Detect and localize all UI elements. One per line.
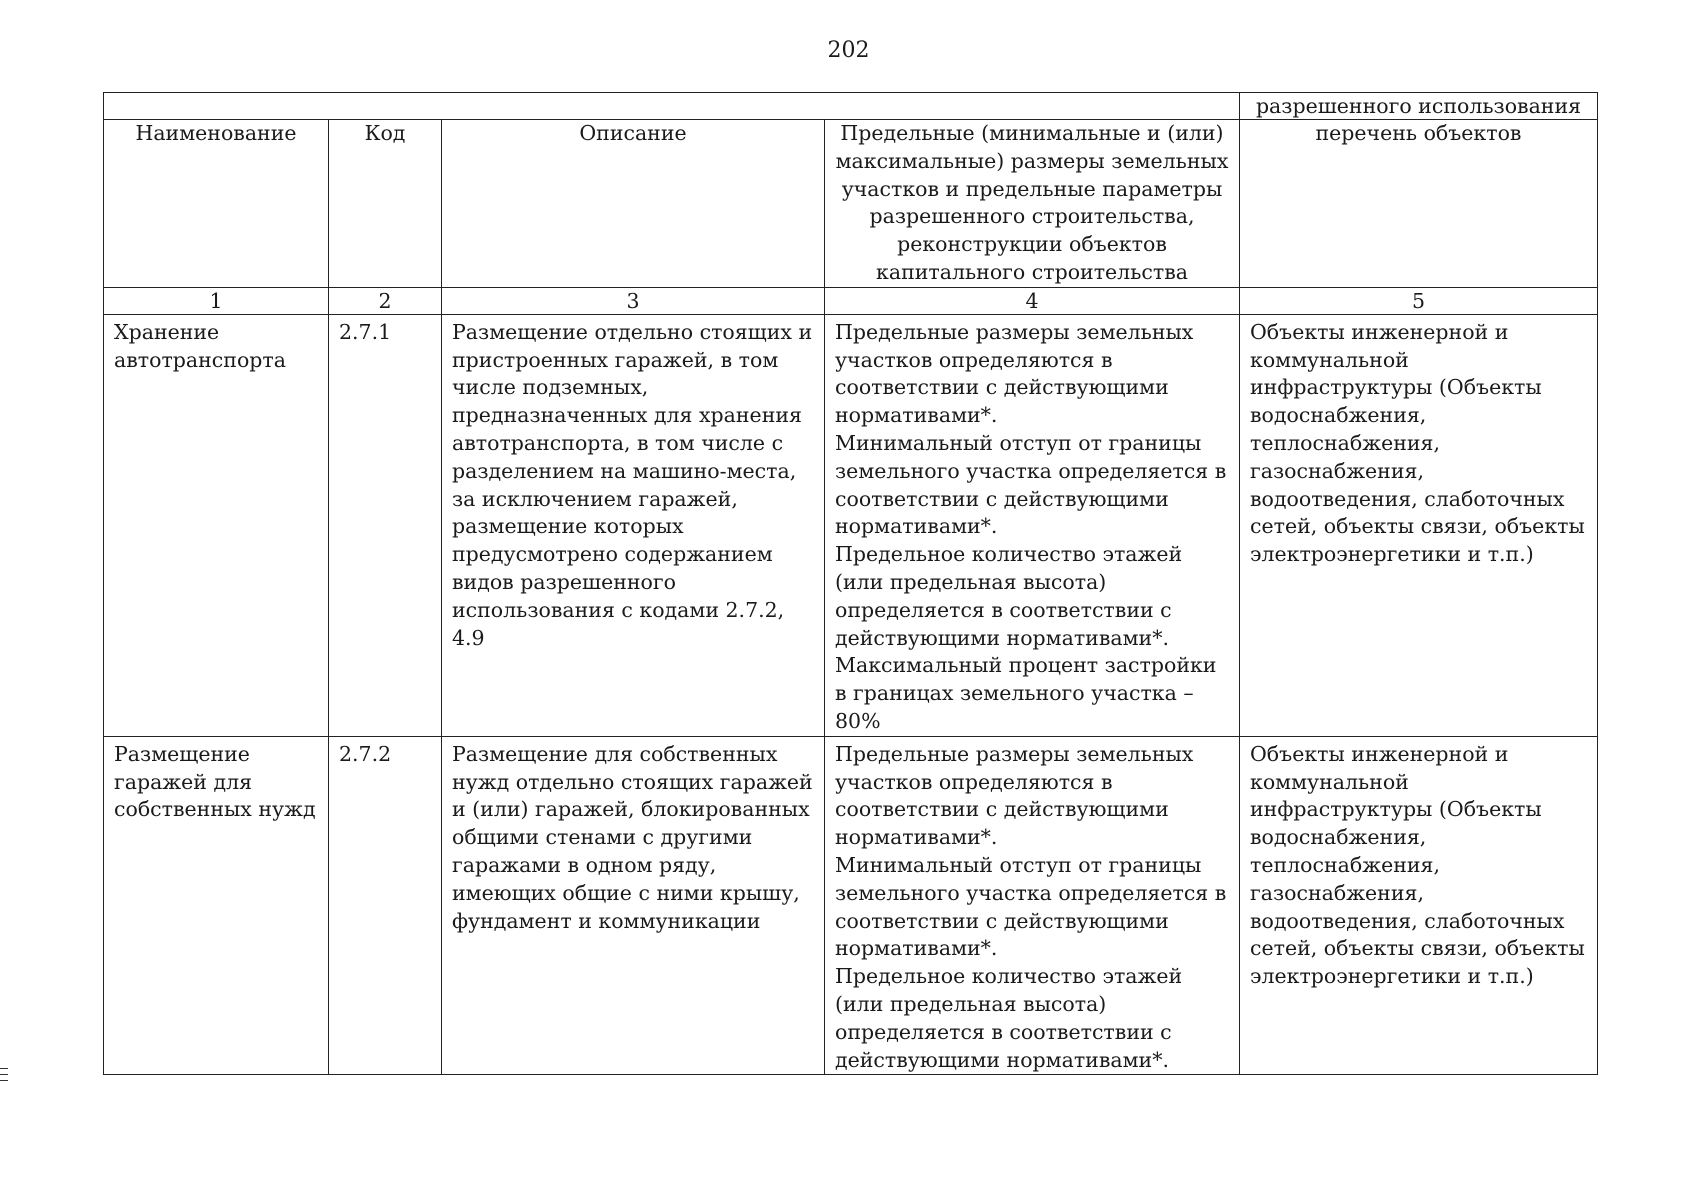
row-code: 2.7.2	[329, 736, 442, 1075]
column-number: 5	[1240, 287, 1598, 314]
header-objects: перечень объектов	[1240, 120, 1598, 288]
land-use-table	[103, 92, 1598, 1075]
table-row	[104, 736, 1598, 1075]
row-code: 2.7.1	[329, 314, 442, 736]
column-number-row	[104, 287, 1598, 314]
row-description: Размещение отдельно стоящих и пристроенных гаражей, в том числе подземных, предназначенных для хранения автотранспорта, в том числе с разделением на машино-места, за исключением гаражей, размещение которых предусмотрено содержанием видов разрешенного использования с кодами 2.7.2, 4.9	[442, 314, 825, 736]
row-name: Размещение гаражей для собственных нужд	[104, 736, 329, 1075]
table-top-header-row	[104, 93, 1598, 120]
column-number: 3	[442, 287, 825, 314]
column-number: 2	[329, 287, 442, 314]
column-number: 1	[104, 287, 329, 314]
table-row	[104, 314, 1598, 736]
table-header-row	[104, 120, 1598, 288]
row-limits: Предельные размеры земельных участков определяются в соответствии с действующими нормативами*. Минимальный отступ от границы земельного участка определяется в соответствии с действующими нормативами*. Предельное количество этажей (или предельная высота) определяется в соответствии с действующими нормативами*. Максимальный процент застройки в границах земельного участка – 80%	[825, 314, 1240, 736]
header-code: Код	[329, 120, 442, 288]
top-header-cell: разрешенного использования	[1240, 93, 1598, 120]
row-name: Хранение автотранспорта	[104, 314, 329, 736]
row-objects: Объекты инженерной и коммунальной инфраструктуры (Объекты водоснабжения, теплоснабжения, газоснабжения, водоотведения, слаботочных сетей, объекты связи, объекты электроэнергетики и т.п.)	[1240, 314, 1598, 736]
row-description: Размещение для собственных нужд отдельно стоящих гаражей и (или) гаражей, блокированных общими стенами с другими гаражами в одном ряду, имеющих общие с ними крышу, фундамент и коммуникации	[442, 736, 825, 1075]
column-number: 4	[825, 287, 1240, 314]
header-name: Наименование	[104, 120, 329, 288]
header-description: Описание	[442, 120, 825, 288]
page-number: 202	[827, 38, 870, 63]
top-header-blank-cell	[104, 93, 1240, 120]
row-objects: Объекты инженерной и коммунальной инфраструктуры (Объекты водоснабжения, теплоснабжения, газоснабжения, водоотведения, слаботочных сетей, объекты связи, объекты электроэнергетики и т.п.)	[1240, 736, 1598, 1075]
header-limits: Предельные (минимальные и (или) максимальные) размеры земельных участков и предельные параметры разрешенного строительства, реконструкции объектов капитального строительства	[825, 120, 1240, 288]
scan-edge-marks	[0, 1068, 8, 1094]
row-limits: Предельные размеры земельных участков определяются в соответствии с действующими нормативами*. Минимальный отступ от границы земельного участка определяется в соответствии с действующими нормативами*. Предельное количество этажей (или предельная высота) определяется в соответствии с действующими нормативами*.	[825, 736, 1240, 1075]
